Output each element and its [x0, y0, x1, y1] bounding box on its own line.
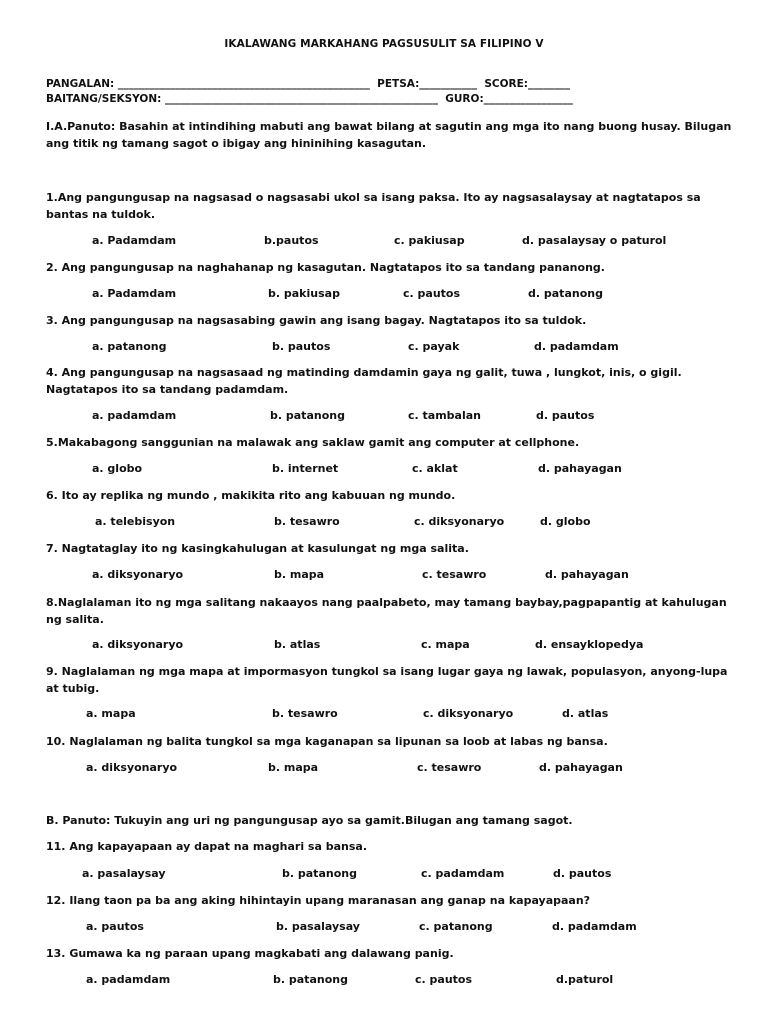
q1-option-c: c. pakiusap	[394, 234, 465, 247]
q6-option-a: a. telebisyon	[95, 515, 176, 528]
q6-option-c: c. diksyonaryo	[414, 515, 505, 528]
q12-option-a: a. pautos	[86, 920, 144, 933]
part-a-instructions: I.A.Panuto: Basahin at intindihing mabuti ang bawat bilang at sagutin ang mga ito nang buong husay. Bilugan ang titik ng tamang sagot o ibigay ang hininihing kasagutan.	[46, 120, 732, 150]
q3-option-a: a. patanong	[92, 340, 167, 353]
q9-option-c: c. diksyonaryo	[423, 707, 514, 720]
question-11: 11. Ang kapayapaan ay dapat na maghari sa bansa.	[46, 840, 367, 853]
q4-option-b: b. patanong	[270, 409, 345, 422]
q8-option-c: c. mapa	[421, 638, 470, 651]
q8-option-a: a. diksyonaryo	[92, 638, 184, 651]
q9-option-b: b. tesawro	[272, 707, 338, 720]
question-4: 4. Ang pangungusap na nagsasaad ng matinding damdamin gaya ng galit, tuwa , lungkot, inis, o gigil. Nagtatapos ito sa tandang padamdam.	[46, 366, 682, 396]
q13-option-c: c. pautos	[415, 973, 473, 986]
q13-option-a: a. padamdam	[86, 973, 171, 986]
question-6: 6. Ito ay replika ng mundo , makikita rito ang kabuuan ng mundo.	[46, 489, 456, 502]
q8-option-d: d. ensayklopedya	[535, 638, 644, 651]
q2-option-d: d. patanong	[528, 287, 603, 300]
question-2: 2. Ang pangungusap na naghahanap ng kasagutan. Nagtatapos ito sa tandang pananong.	[46, 261, 605, 274]
q10-option-b: b. mapa	[268, 761, 319, 774]
question-13: 13. Gumawa ka ng paraan upang magkabati ang dalawang panig.	[46, 947, 454, 960]
question-9: 9. Naglalaman ng mga mapa at impormasyon tungkol sa isang lugar gaya ng lawak, populasyon, anyong-lupa at tubig.	[46, 665, 728, 695]
q4-option-c: c. tambalan	[408, 409, 481, 422]
header-section-teacher: BAITANG/SEKSYON: ____________________________________________________ GURO:_________________	[46, 93, 573, 105]
q4-option-a: a. padamdam	[92, 409, 177, 422]
exam-title: IKALAWANG MARKAHANG PAGSUSULIT SA FILIPINO V	[224, 38, 544, 50]
q2-option-c: c. pautos	[403, 287, 461, 300]
q13-option-d: d.paturol	[556, 973, 614, 986]
q5-option-c: c. aklat	[412, 462, 458, 475]
q3-option-b: b. pautos	[272, 340, 331, 353]
q7-option-b: b. mapa	[274, 568, 325, 581]
question-3: 3. Ang pangungusap na nagsasabing gawin ang isang bagay. Nagtatapos ito sa tuldok.	[46, 314, 587, 327]
q11-option-c: c. padamdam	[421, 867, 505, 880]
q3-option-d: d. padamdam	[534, 340, 619, 353]
question-10: 10. Naglalaman ng balita tungkol sa mga kaganapan sa lipunan sa loob at labas ng bansa.	[46, 735, 608, 748]
question-5: 5.Makabagong sanggunian na malawak ang saklaw gamit ang computer at cellphone.	[46, 436, 580, 449]
q12-option-c: c. patanong	[419, 920, 493, 933]
q9-option-d: d. atlas	[562, 707, 609, 720]
q9-option-a: a. mapa	[86, 707, 136, 720]
q11-option-d: d. pautos	[553, 867, 612, 880]
q1-option-d: d. pasalaysay o paturol	[522, 234, 667, 247]
q1-option-a: a. Padamdam	[92, 234, 177, 247]
q11-option-b: b. patanong	[282, 867, 357, 880]
q5-option-b: b. internet	[272, 462, 339, 475]
q7-option-c: c. tesawro	[422, 568, 487, 581]
q10-option-d: d. pahayagan	[539, 761, 623, 774]
q8-option-b: b. atlas	[274, 638, 321, 651]
q7-option-d: d. pahayagan	[545, 568, 629, 581]
question-7: 7. Nagtataglay ito ng kasingkahulugan at kasulungat ng mga salita.	[46, 542, 469, 555]
q2-option-a: a. Padamdam	[92, 287, 177, 300]
q10-option-c: c. tesawro	[417, 761, 482, 774]
q12-option-b: b. pasalaysay	[276, 920, 360, 933]
q13-option-b: b. patanong	[273, 973, 348, 986]
header-name-date-score: PANGALAN: ________________________________________________ PETSA:___________ SCORE:________	[46, 78, 570, 90]
part-b-instructions: B. Panuto: Tukuyin ang uri ng pangungusap ayo sa gamit.Bilugan ang tamang sagot.	[46, 814, 573, 827]
q12-option-d: d. padamdam	[552, 920, 637, 933]
q10-option-a: a. diksyonaryo	[86, 761, 178, 774]
question-12: 12. Ilang taon pa ba ang aking hihintayin upang maranasan ang ganap na kapayapaan?	[46, 894, 591, 907]
q2-option-b: b. pakiusap	[268, 287, 340, 300]
q11-option-a: a. pasalaysay	[82, 867, 166, 880]
q5-option-d: d. pahayagan	[538, 462, 622, 475]
q7-option-a: a. diksyonaryo	[92, 568, 184, 581]
q6-option-d: d. globo	[540, 515, 591, 528]
question-8: 8.Naglalaman ito ng mga salitang nakaayos nang paalpabeto, may tamang baybay,pagpapantig at kahulugan ng salita.	[46, 596, 727, 626]
q5-option-a: a. globo	[92, 462, 143, 475]
question-1: 1.Ang pangungusap na nagsasad o nagsasabi ukol sa isang paksa. Ito ay nagsasalaysay at nagtatapos sa bantas na tuldok.	[46, 191, 701, 221]
q4-option-d: d. pautos	[536, 409, 595, 422]
q3-option-c: c. payak	[408, 340, 460, 353]
q1-option-b: b.pautos	[264, 234, 319, 247]
q6-option-b: b. tesawro	[274, 515, 340, 528]
